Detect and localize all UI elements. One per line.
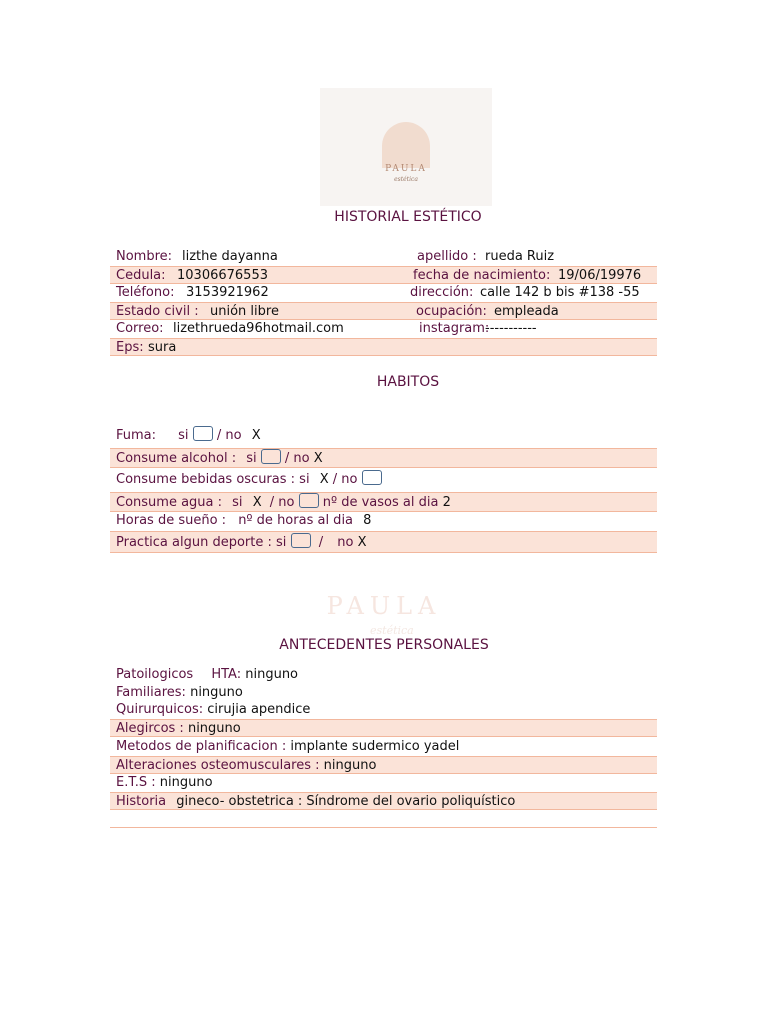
logo-word: PAULA [385, 164, 427, 174]
clinic-logo [320, 88, 492, 206]
info-row-nombre [110, 248, 657, 266]
fuma-no-label: / no [216, 428, 242, 443]
planificacion-label: Metodos de planificacion : [116, 739, 287, 754]
telefono-value: 3153921962 [186, 285, 269, 300]
eps-value: sura [148, 340, 177, 355]
ets-label: E.T.S : [116, 775, 156, 790]
fuma-mark: X [251, 428, 261, 443]
antecedente-quirurgicos [110, 701, 657, 719]
oscuras-si-label: si [299, 472, 310, 487]
deporte-label: Practica algun deporte : [116, 535, 272, 550]
antecedente-alergicos [110, 719, 657, 737]
vasos-value: 2 [442, 495, 451, 510]
estado-civil-value: unión libre [210, 304, 279, 319]
habito-alcohol [110, 448, 657, 468]
ocupacion-label: ocupación: [416, 304, 487, 319]
agua-no-checkbox[interactable] [299, 493, 319, 508]
info-row-correo [110, 320, 657, 338]
alcohol-si-label: si [246, 451, 257, 466]
historia-label: Historia [116, 794, 167, 809]
osteomusculares-value: ninguno [323, 758, 377, 773]
alcohol-mark: X [313, 451, 323, 466]
fuma-si-label: si [178, 428, 189, 443]
antecedente-ets [110, 774, 657, 792]
oscuras-mark: X [319, 472, 329, 487]
deporte-sep: / [318, 535, 324, 550]
antecedente-osteomusculares [110, 756, 657, 774]
nombre-value: lizthe dayanna [182, 249, 278, 264]
alcohol-no-label: / no [284, 451, 310, 466]
instagram-label: instagram: [419, 321, 490, 336]
agua-si-label: si [232, 495, 243, 510]
habito-agua [110, 492, 657, 512]
bottom-divider [110, 827, 657, 828]
nacimiento-label: fecha de nacimiento: [413, 268, 551, 283]
antecedente-familiares [110, 684, 657, 702]
deporte-no-label: no [337, 535, 354, 550]
agua-label: Consume agua : [116, 495, 223, 510]
ocupacion-value: empleada [494, 304, 559, 319]
logo-subtitle: estética [394, 176, 418, 183]
antecedente-historia [110, 792, 657, 810]
agua-no-label: / no [269, 495, 295, 510]
ets-value: ninguno [159, 775, 213, 790]
antecedentes-title: ANTECEDENTES PERSONALES [279, 637, 489, 653]
familiares-value: ninguno [190, 685, 243, 700]
habitos-title: HABITOS [376, 374, 440, 390]
vasos-label: nº de vasos al dia [322, 495, 439, 510]
deporte-si-checkbox[interactable] [291, 533, 311, 548]
historia-value: gineco- obstetrica : Síndrome del ovario poliquístico [176, 794, 516, 809]
alcohol-label: Consume alcohol : [116, 451, 237, 466]
cedula-label: Cedula: [116, 268, 166, 283]
alergicos-value: ninguno [187, 721, 241, 736]
quirurgicos-label: Quirurquicos: [116, 702, 204, 717]
logo-figure-icon [382, 122, 430, 168]
quirurgicos-value: cirujia apendice [207, 702, 311, 717]
direccion-label: dirección: [410, 285, 474, 300]
watermark-subtitle: estética [370, 624, 414, 637]
correo-label: Correo: [116, 321, 164, 336]
habito-bebidas-oscuras [110, 470, 657, 490]
horas-label: nº de horas al dia [238, 513, 354, 528]
oscuras-no-label: / no [332, 472, 358, 487]
watermark-logo: PAULA [326, 592, 442, 620]
info-row-eps [110, 338, 657, 356]
horas-value: 8 [363, 513, 372, 528]
habito-deporte [110, 531, 657, 553]
deporte-mark: X [357, 535, 367, 550]
planificacion-value: implante sudermico yadel [290, 739, 460, 754]
agua-mark: X [252, 495, 262, 510]
patologicos-value: ninguno [245, 667, 299, 682]
fuma-si-checkbox[interactable] [193, 426, 213, 441]
info-row-cedula [110, 266, 657, 284]
apellido-value: rueda Ruiz [485, 249, 555, 264]
fuma-label: Fuma: [116, 428, 157, 443]
direccion-value: calle 142 b bis #138 -55 [480, 285, 640, 300]
instagram-value: ----------- [485, 321, 537, 336]
page-title: HISTORIAL ESTÉTICO [334, 209, 482, 225]
alergicos-label: Alegircos : [116, 721, 184, 736]
apellido-label: apellido : [417, 249, 477, 264]
antecedente-planificacion [110, 738, 657, 756]
osteomusculares-label: Alteraciones osteomusculares : [116, 758, 320, 773]
estado-civil-label: Estado civil : [116, 304, 199, 319]
info-row-estado [110, 302, 657, 320]
cedula-value: 10306676553 [177, 268, 268, 283]
habito-fuma [110, 426, 657, 444]
hta-label: HTA: [211, 667, 242, 682]
sueno-label: Horas de sueño : [116, 513, 227, 528]
eps-label: Eps: [116, 340, 144, 355]
familiares-label: Familiares: [116, 685, 186, 700]
oscuras-label: Consume bebidas oscuras : [116, 472, 296, 487]
antecedente-patologicos [110, 666, 657, 684]
nombre-label: Nombre: [116, 249, 173, 264]
alcohol-si-checkbox[interactable] [261, 449, 281, 464]
deporte-si-label: si [276, 535, 287, 550]
patologicos-label: Patoilogicos [116, 667, 194, 682]
correo-value: lizethrueda96hotmail.com [173, 321, 344, 336]
telefono-label: Teléfono: [116, 285, 175, 300]
info-row-telefono [110, 284, 657, 302]
oscuras-no-checkbox[interactable] [362, 470, 382, 485]
nacimiento-value: 19/06/19976 [558, 268, 642, 283]
habito-sueno [110, 512, 657, 530]
